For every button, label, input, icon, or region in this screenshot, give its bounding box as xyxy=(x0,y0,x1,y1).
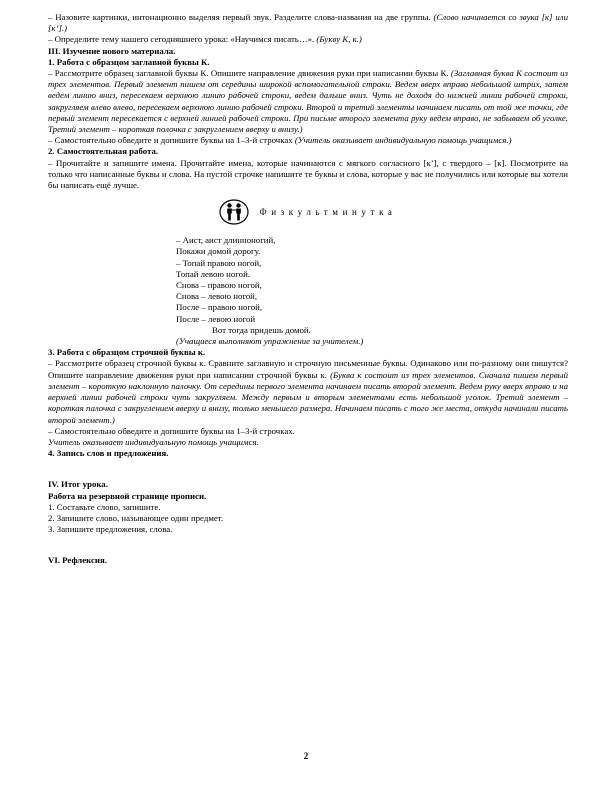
intro-p2-text: – Определите тему нашего сегодняшнего урока: «Научимся писать…». xyxy=(48,34,317,45)
fizminutka-header xyxy=(48,199,568,225)
poem-line: Топай левою ногой. xyxy=(176,268,250,279)
subsection-1-paragraph-1 xyxy=(48,68,568,135)
section-4-subheading: Работа на резервной странице прописи. xyxy=(48,490,207,501)
fizminutka-title: Физкультминутка xyxy=(259,206,397,217)
subsection-1-paragraph-2 xyxy=(48,135,568,146)
poem-line: Покажи домой дорогу. xyxy=(176,246,261,257)
intro-paragraph-1 xyxy=(48,12,568,34)
spacer xyxy=(48,459,568,479)
poem-note: (Учащиеся выполняют упражнение за учителем.) xyxy=(176,336,364,347)
sub1-p1-text: – Рассмотрите образец заглавной буквы К. Опишите направление движения руки при написании буквы К. xyxy=(48,68,451,79)
section-4-heading: IV. Итог урока. xyxy=(48,479,108,490)
poem-block xyxy=(176,235,568,347)
sub3-p1-italic: (Буква к состоит из трех элементов. Сначала пишем первый элемент – короткую наклонную палочку. От середины первого элемента начинаем писать второй элемент. Ведем руку вверх вправо и на верхней линии рабочей строки чуть закругляем. Между первым и вторым элементами есть небольшой уголок. Третий элемент – короткая палочка с закруглением вверху и внизу, только меньшего размера. Начинаем писать с того же места, откуда начинали писать второй элемент.) xyxy=(48,369,569,425)
list-item: 1. Составьте слово, запишите. xyxy=(48,501,161,512)
section-6-heading: VI. Рефлексия. xyxy=(48,555,107,566)
list-item: 2. Запишите слово, называющее один предмет. xyxy=(48,512,224,523)
sub1-p1-italic: (Заглавная буква К состоит из трех элементов. Первый элемент пишем от середины широкой вспомогательной строки. Ведем вверх вправо небольшой штрих, затем ведем линию вниз, пересекаем верхнюю линию рабочей строки, ведем дальше вниз. Чуть не доходя до нижней линии рабочей строки, закругляем влево влево, пересекаем верхнюю линию рабочей строки. Второй и третий элементы начинаем писать от той же точки, где первый элемент пересекается с верхней линией рабочей строки. При письме второго элемента руку ведем вправо, не забываем об уголке. Третий элемент – короткая полочка с закруглением вверху и внизу.) xyxy=(48,68,568,135)
subsection-4-heading: 4. Запись слов и предложения. xyxy=(48,448,169,459)
subsection-2-paragraph: – Прочитайте и запишите имена. Прочитайте имена, которые начинаются с мягкого согласного [к’], с твердого – [к]. Посмотрите на только что написанные буквы и слова. На пустой строчке напишите те буквы и слова, которые у вас не получились или которые вы хотели бы написать ещё лучше. xyxy=(48,157,569,191)
intro-paragraph-2 xyxy=(48,34,568,45)
intro-p2-italic: (Букву К, к.) xyxy=(316,34,362,45)
poem-line: Снова – левою ногой, xyxy=(176,291,258,302)
list-item: 3. Запишите предложения, слова. xyxy=(48,524,173,535)
page-number: 2 xyxy=(303,751,309,761)
subsection-1-heading: 1. Работа с образцом заглавной буквы К. xyxy=(48,56,210,67)
poem-line: – Топай правою ногой, xyxy=(176,257,262,268)
poem-line: – Аист, аист длинноногий, xyxy=(176,235,276,246)
poem-line: После – левою ногой xyxy=(176,313,256,324)
sub3-p1-text: – Рассмотрите образец строчной буквы к. Сравните заглавную и строчную письменные буквы. Одинаково или по-разному они пишутся? Опишите направление движения руки при написании строчной буквы к. xyxy=(48,358,568,380)
subsection-3-paragraph-3: Учитель оказывает индивидуальную помощь учащимся. xyxy=(48,436,259,447)
subsection-3-paragraph-2: – Самостоятельно обведите и допишите буквы на 1–3-й строчках. xyxy=(48,425,295,436)
document-page xyxy=(48,12,568,567)
sub1-p2-text: – Самостоятельно обведите и допишите буквы на 1–3-й строчках xyxy=(48,135,295,146)
spacer xyxy=(48,535,568,555)
intro-p1-italic: (Слово начинается со звука [к] или [к’].) xyxy=(48,12,568,34)
subsection-3-heading: 3. Работа с образцом строчной буквы к. xyxy=(48,347,206,358)
subsection-2-heading: 2. Самостоятельная работа. xyxy=(48,146,159,157)
poem-line: После – правою ногой, xyxy=(176,302,263,313)
two-people-icon xyxy=(219,199,249,225)
poem-line: Вот тогда придешь домой. xyxy=(212,324,311,335)
section-3-heading: III. Изучение нового материала. xyxy=(48,45,176,56)
intro-p1-text: – Назовите картинки, интонационно выделяя первый звук. Разделите слова-названия на две группы. xyxy=(48,12,434,22)
subsection-3-paragraph-1 xyxy=(48,358,568,425)
sub1-p2-italic: (Учитель оказывает индивидуальную помощь учащимся.) xyxy=(294,135,512,146)
poem-line: Снова – правою ногой, xyxy=(176,280,262,291)
